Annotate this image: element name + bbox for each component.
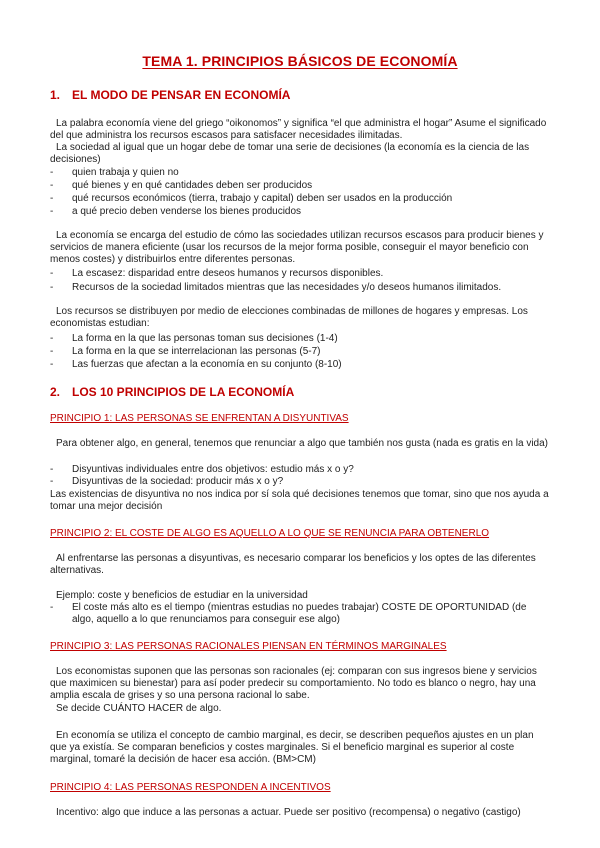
section-2-title: LOS 10 PRINCIPIOS DE LA ECONOMÍA xyxy=(72,385,295,399)
principle-1-heading: PRINCIPIO 1: LAS PERSONAS SE ENFRENTAN A DISYUNTIVAS xyxy=(50,413,349,424)
list-item: - Recursos de la sociedad limitados mientras que las necesidades y/o deseos humanos ilimitados. xyxy=(50,282,502,293)
principle-3-heading: PRINCIPIO 3: LAS PERSONAS RACIONALES PIENSAN EN TÉRMINOS MARGINALES xyxy=(50,641,447,652)
list-item: - Disyuntivas individuales entre dos objetivos: estudio más x o y? xyxy=(50,464,354,475)
list-item: - El coste más alto es el tiempo (mientras estudias no puedes trabajar) COSTE DE OPORTUNIDAD (de algo, aquello a lo que renunciamos para conseguir ese algo) xyxy=(50,602,527,625)
paragraph: Ejemplo: coste y beneficios de estudiar en la universidad xyxy=(56,590,308,601)
section-1-title: EL MODO DE PENSAR EN ECONOMÍA xyxy=(72,88,291,102)
list-item: - Disyuntivas de la sociedad: producir más x o y? xyxy=(50,476,284,487)
section-1-heading xyxy=(50,88,290,102)
document-title: TEMA 1. PRINCIPIOS BÁSICOS DE ECONOMÍA xyxy=(142,53,458,69)
list-item: - La escasez: disparidad entre deseos humanos y recursos disponibles. xyxy=(50,268,384,279)
paragraph: Incentivo: algo que induce a las personas a actuar. Puede ser positivo (recompensa) o negativo (castigo) xyxy=(56,807,521,818)
paragraph: Los economistas suponen que las personas son racionales (ej: comparan con sus ingresos biene y servicios que maximicen su bienestar) para así poder predecir su comportamiento. No todo es blanco o negro, hay una amplia escala de grises y so una persona racional lo sabe. xyxy=(50,666,537,701)
list-item: - Las fuerzas que afectan a la economía en su conjunto (8-10) xyxy=(50,359,342,370)
list-item: - a qué precio deben venderse los bienes producidos xyxy=(50,206,302,217)
list-item: - La forma en la que las personas toman sus decisiones (1-4) xyxy=(50,333,338,344)
paragraph: La economía se encarga del estudio de cómo las sociedades utilizan recursos escasos para producir bienes y servicios de manera eficiente (usar los recursos de la mejor forma posible, conseguir el mayor beneficio con menos costes) y distribuirlos entre diferentes personas. xyxy=(50,230,544,265)
list-item: - qué recursos económicos (tierra, trabajo y capital) deben ser usados en la producción xyxy=(50,193,453,204)
principle-2-heading: PRINCIPIO 2: EL COSTE DE ALGO ES AQUELLO A LO QUE SE RENUNCIA PARA OBTENERLO xyxy=(50,528,490,539)
paragraph: La sociedad al igual que un hogar debe de tomar una serie de decisiones (la economía es la ciencia de las decisiones) xyxy=(50,142,530,165)
paragraph: Se decide CUÁNTO HACER de algo. xyxy=(56,703,222,714)
section-2-number: 2. xyxy=(50,385,61,399)
paragraph: Las existencias de disyuntiva no nos indica por sí sola qué decisiones tenemos que tomar, sino que nos ayuda a tomar una mejor decisión xyxy=(50,489,549,512)
paragraph: Al enfrentarse las personas a disyuntivas, es necesario comparar los beneficios y los optes de las diferentes alternativas. xyxy=(50,553,536,576)
paragraph: La palabra economía viene del griego “oikonomos” y significa “el que administra el hogar” Asume el significado del que administra los recursos escasos para satisfacer necesidades ilimitadas. xyxy=(50,118,547,141)
paragraph: Para obtener algo, en general, tenemos que renunciar a algo que también nos gusta (nada es gratis en la vida) xyxy=(56,438,548,449)
paragraph: En economía se utiliza el concepto de cambio marginal, es decir, se describen pequeños ajustes en un plan que ya existía. Se comparan beneficios y costes marginales. Si el beneficio marginal es superior al coste marginal, tomaré la decisión de hacer esa acción. (BM>CM) xyxy=(50,730,534,765)
paragraph: Los recursos se distribuyen por medio de elecciones combinadas de millones de hogares y empresas. Los economistas estudian: xyxy=(50,306,528,329)
list-item: - qué bienes y en qué cantidades deben ser producidos xyxy=(50,180,313,191)
section-1-number: 1. xyxy=(50,88,61,102)
list-item: - quien trabaja y quien no xyxy=(50,167,179,178)
section-2-heading xyxy=(50,385,294,399)
principle-4-heading: PRINCIPIO 4: LAS PERSONAS RESPONDEN A INCENTIVOS xyxy=(50,782,331,793)
list-item: - La forma en la que se interrelacionan las personas (5-7) xyxy=(50,346,321,357)
